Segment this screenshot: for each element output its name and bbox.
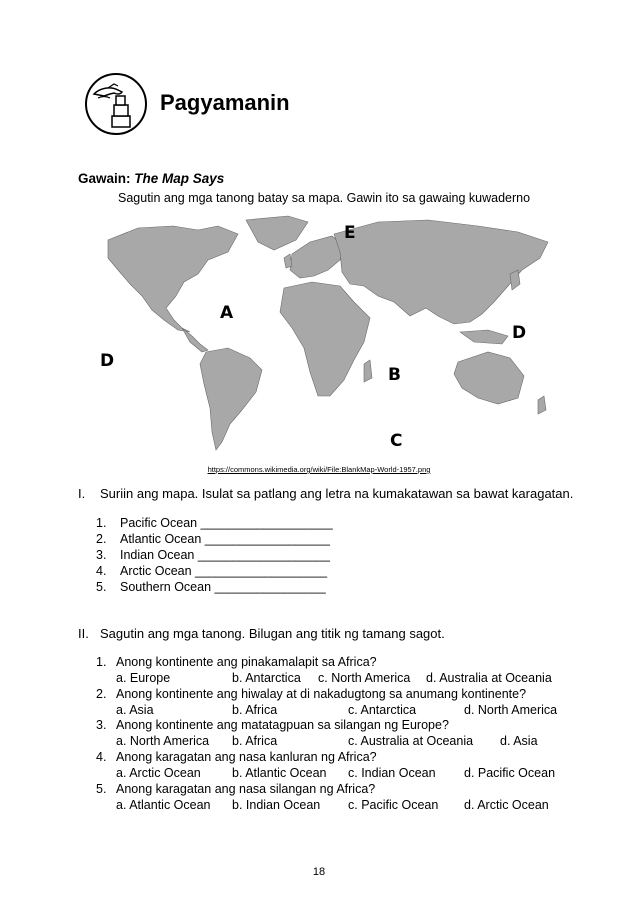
question-number: 2. xyxy=(96,687,107,701)
option-a[interactable]: a. Europe xyxy=(116,671,171,685)
question-text: Anong karagatan ang nasa silangan ng Africa? xyxy=(116,782,376,796)
question-text: Anong kontinente ang matatagpuan sa silangan ng Europe? xyxy=(116,718,449,732)
option-d[interactable]: d. Arctic Ocean xyxy=(464,798,549,812)
question-number: 1. xyxy=(96,655,107,669)
section1-instruction: Suriin ang mapa. Isulat sa patlang ang letra na kumakatawan sa bawat karagatan. xyxy=(100,486,574,501)
item-text: Pacific Ocean ___________________ xyxy=(120,516,333,530)
option-c[interactable]: c. Australia at Oceania xyxy=(348,734,474,748)
item-number: 2. xyxy=(96,532,107,546)
question-number: 4. xyxy=(96,750,107,764)
map-credit-link[interactable]: https://commons.wikimedia.org/wiki/File:BlankMap-World-1957.png xyxy=(207,465,431,474)
option-b[interactable]: b. Africa xyxy=(232,734,278,748)
map-label-d-east: D xyxy=(512,323,527,343)
activity-label: Gawain: xyxy=(78,171,131,186)
question-item xyxy=(96,782,375,796)
section1-roman: I. xyxy=(78,486,86,501)
map-label-c: C xyxy=(390,431,403,451)
question-text: Anong kontinente ang hiwalay at di nakadugtong sa anumang kontinente? xyxy=(116,687,527,701)
item-text: Arctic Ocean ___________________ xyxy=(120,564,328,578)
option-d[interactable]: d. Asia xyxy=(500,734,538,748)
map-label-d-west: D xyxy=(100,351,115,371)
map-label-b: B xyxy=(388,365,401,385)
option-d[interactable]: d. North America xyxy=(464,703,558,717)
list-item xyxy=(96,532,330,546)
item-text: Atlantic Ocean __________________ xyxy=(120,532,330,546)
list-item xyxy=(96,548,330,562)
option-b[interactable]: b. Atlantic Ocean xyxy=(232,766,327,780)
hands-with-blocks-icon xyxy=(84,72,148,136)
option-a[interactable]: a. Atlantic Ocean xyxy=(116,798,211,812)
question-item xyxy=(96,655,377,669)
europe-shape xyxy=(290,236,344,278)
option-b[interactable]: b. Africa xyxy=(232,703,278,717)
item-number: 1. xyxy=(96,516,107,530)
africa-shape xyxy=(280,282,370,396)
option-d[interactable]: d. Australia at Oceania xyxy=(426,671,552,685)
section2-instruction: Sagutin ang mga tanong. Bilugan ang titik ng tamang sagot. xyxy=(100,626,445,641)
activity-name: The Map Says xyxy=(134,171,225,186)
question-item xyxy=(96,718,449,732)
option-a[interactable]: a. Arctic Ocean xyxy=(116,766,201,780)
activity-instruction: Sagutin ang mga tanong batay sa mapa. Gawin ito sa gawaing kuwaderno xyxy=(118,191,531,205)
item-number: 3. xyxy=(96,548,107,562)
question-item xyxy=(96,687,526,701)
question-number: 3. xyxy=(96,718,107,732)
option-c[interactable]: c. Antarctica xyxy=(348,703,417,717)
item-number: 5. xyxy=(96,580,107,594)
option-c[interactable]: c. North America xyxy=(318,671,411,685)
australia-shape xyxy=(454,352,524,404)
question-item xyxy=(96,750,377,764)
page-number: 18 xyxy=(312,866,326,878)
option-b[interactable]: b. Indian Ocean xyxy=(232,798,321,812)
map-label-e: E xyxy=(344,223,356,243)
north-america-shape xyxy=(108,226,238,332)
question-text: Anong karagatan ang nasa kanluran ng Africa? xyxy=(116,750,377,764)
item-text: Southern Ocean ________________ xyxy=(120,580,326,594)
item-number: 4. xyxy=(96,564,107,578)
option-c[interactable]: c. Indian Ocean xyxy=(348,766,436,780)
list-item xyxy=(96,564,327,578)
south-america-shape xyxy=(200,348,262,450)
greenland-shape xyxy=(246,216,308,250)
option-a[interactable]: a. Asia xyxy=(116,703,154,717)
page-title: Pagyamanin xyxy=(160,90,290,115)
question-number: 5. xyxy=(96,782,107,796)
question-text: Anong kontinente ang pinakamalapit sa Africa? xyxy=(116,655,377,669)
option-c[interactable]: c. Pacific Ocean xyxy=(348,798,439,812)
list-item xyxy=(96,516,333,530)
option-d[interactable]: d. Pacific Ocean xyxy=(464,766,556,780)
section2-roman: II. xyxy=(78,626,89,641)
map-label-a: A xyxy=(220,303,234,323)
option-b[interactable]: b. Antarctica xyxy=(232,671,301,685)
item-text: Indian Ocean ___________________ xyxy=(120,548,330,562)
world-map xyxy=(78,212,560,464)
list-item xyxy=(96,580,326,594)
option-a[interactable]: a. North America xyxy=(116,734,210,748)
activity-heading xyxy=(78,171,224,186)
